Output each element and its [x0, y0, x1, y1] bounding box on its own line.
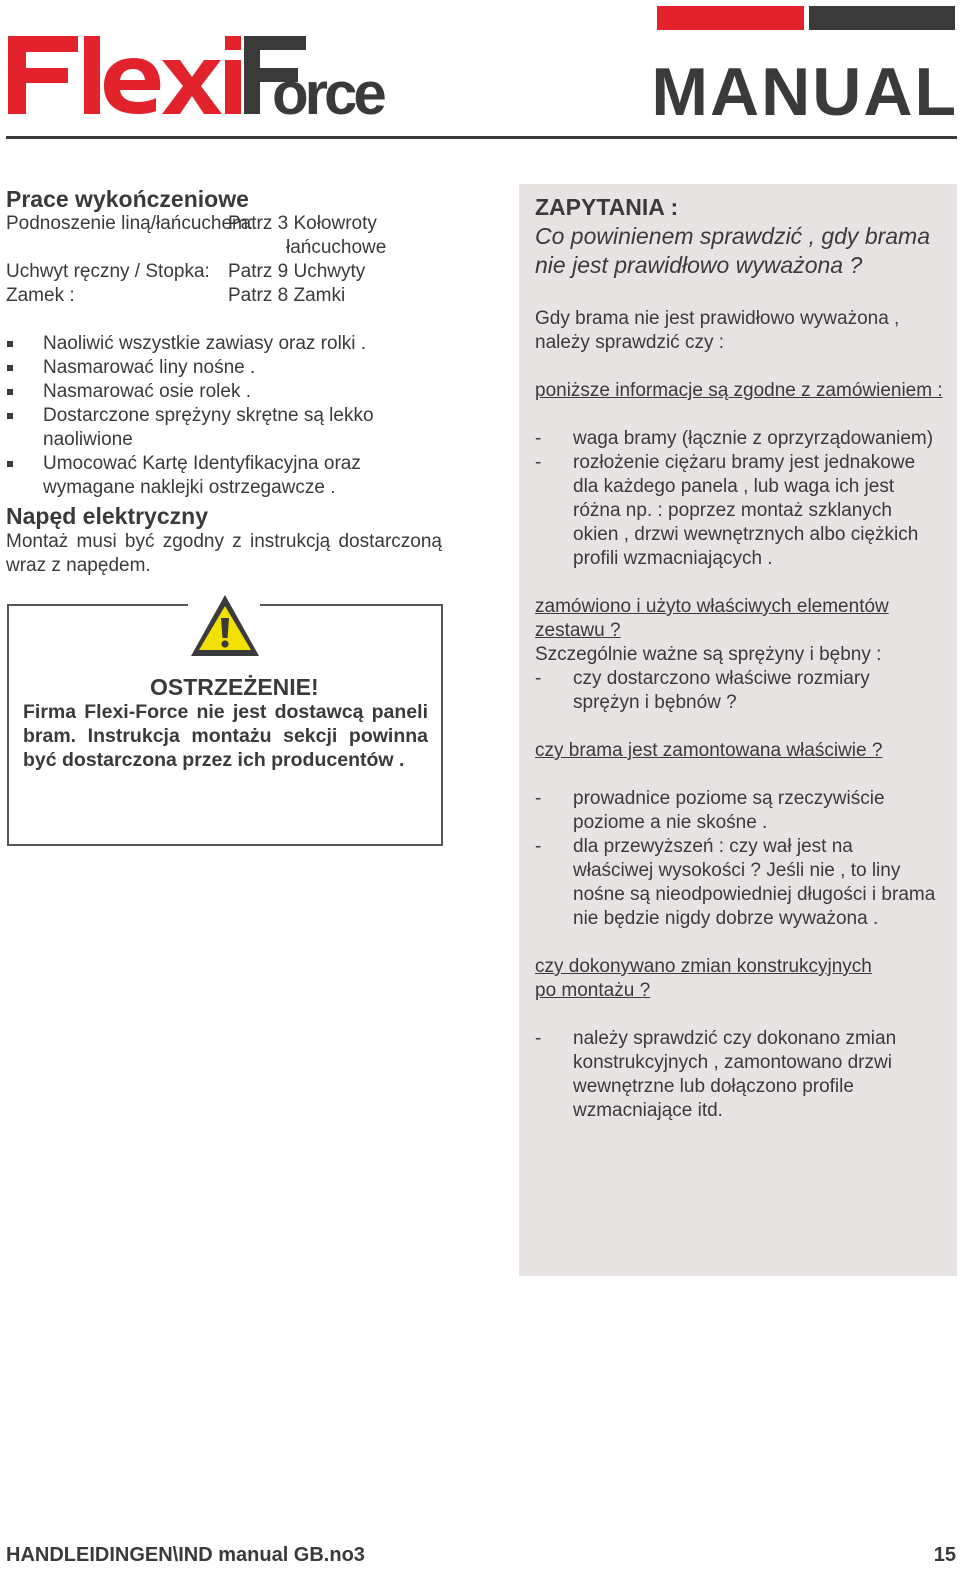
list-item: - rozłożenie ciężaru bramy jest jednakowe dla każdego panela , lub waga ich jest różna np. : poprzez montaż szklanych okien , drzwi wewnętrznych albo ciężkich profili wzmacniających . — [535, 452, 919, 569]
spec-value-lock: Patrz 8 Zamki — [228, 285, 346, 306]
header-rule — [6, 136, 957, 139]
manual-title: MANUAL — [651, 54, 958, 130]
header-accent-red-bar — [657, 6, 804, 30]
list-item: - waga bramy (łącznie z oprzyrządowaniem) — [535, 428, 934, 449]
warning-title: OSTRZEŻENIE! — [150, 674, 319, 700]
question-order: poniższe informacje są zgodne z zamówieniem : — [535, 380, 943, 401]
question-components-label: zamówiono i użyto właściwych elementów zestawu ? — [535, 596, 889, 641]
electric-text: Montaż musi być zgodny z instrukcją dostarczoną wraz z napędem. — [6, 531, 442, 576]
list-item: - prowadnice poziome są rzeczywiście poziome a nie skośne . — [535, 788, 885, 833]
warning-triangle-icon — [189, 592, 261, 665]
question-modifications-list — [535, 1027, 945, 1123]
list-item: Naoliwić wszystkie zawiasy oraz rolki . — [6, 332, 426, 356]
electric-heading: Napęd elektryczny — [6, 503, 208, 529]
list-item: Umocować Kartę Identyfikacyjna oraz wymagane naklejki ostrzegawcze . — [6, 452, 426, 500]
footer-document-name: HANDLEIDINGEN\IND manual GB.no3 — [6, 1544, 365, 1566]
header-accent-dark-bar — [809, 6, 955, 30]
queries-intro: Gdy brama nie jest prawidłowo wyważona , należy sprawdzić czy : — [535, 308, 900, 353]
list-item: Dostarczone sprężyny skrętne są lekko naoliwione — [6, 404, 426, 452]
question-components — [535, 595, 950, 667]
question-components-list — [535, 667, 945, 715]
question-mounting-list — [535, 787, 945, 931]
spec-label-lock: Zamek : — [6, 285, 75, 306]
question-modifications: czy dokonywano zmian konstrukcyjnych po montażu ? — [535, 956, 872, 1001]
spec-value-lifting-cont: łańcuchowe — [286, 237, 387, 258]
list-item: Nasmarować osie rolek . — [6, 380, 426, 404]
question-mounting: czy brama jest zamontowana właściwie ? — [535, 740, 883, 761]
footer-page-number: 15 — [933, 1544, 956, 1566]
question-order-list — [535, 427, 945, 571]
list-item: - dla przewyższeń : czy wał jest na właściwej wysokości ? Jeśli nie , to liny nośne są nieodpowiedniej długości i brama nie będzie nigdy dobrze wyważona . — [535, 836, 936, 929]
spec-value-handle: Patrz 9 Uchwyty — [228, 261, 366, 282]
svg-text:orce: orce — [272, 60, 383, 127]
spec-label-handle: Uchwyt ręczny / Stopka: — [6, 261, 210, 282]
list-item: Nasmarować liny nośne . — [6, 356, 426, 380]
warning-text: Firma Flexi-Force nie jest dostawcą paneli bram. Instrukcja montażu sekcji powinna być dostarczona przez ich producentów . — [23, 701, 428, 771]
list-item: - należy sprawdzić czy dokonano zmian konstrukcyjnych , zamontowano drzwi wewnętrzne lub dołączono profile wzmacniające itd. — [535, 1028, 897, 1121]
queries-subtitle: Co powinienem sprawdzić , gdy brama nie jest prawidłowo wyważona ? — [535, 223, 931, 278]
question-components-note: Szczególnie ważne są sprężyny i bębny : — [535, 644, 882, 665]
queries-title: ZAPYTANIA : — [535, 194, 679, 220]
finishing-heading: Prace wykończeniowe — [6, 186, 249, 212]
maintenance-list — [6, 332, 426, 500]
flexiforce-logo — [6, 28, 383, 129]
list-item: - czy dostarczono właściwe rozmiary sprężyn i bębnów ? — [535, 668, 870, 713]
spec-value-lifting: Patrz 3 Kołowroty — [228, 213, 377, 234]
spec-label-lifting: Podnoszenie liną/łańcuchem: — [6, 213, 254, 234]
